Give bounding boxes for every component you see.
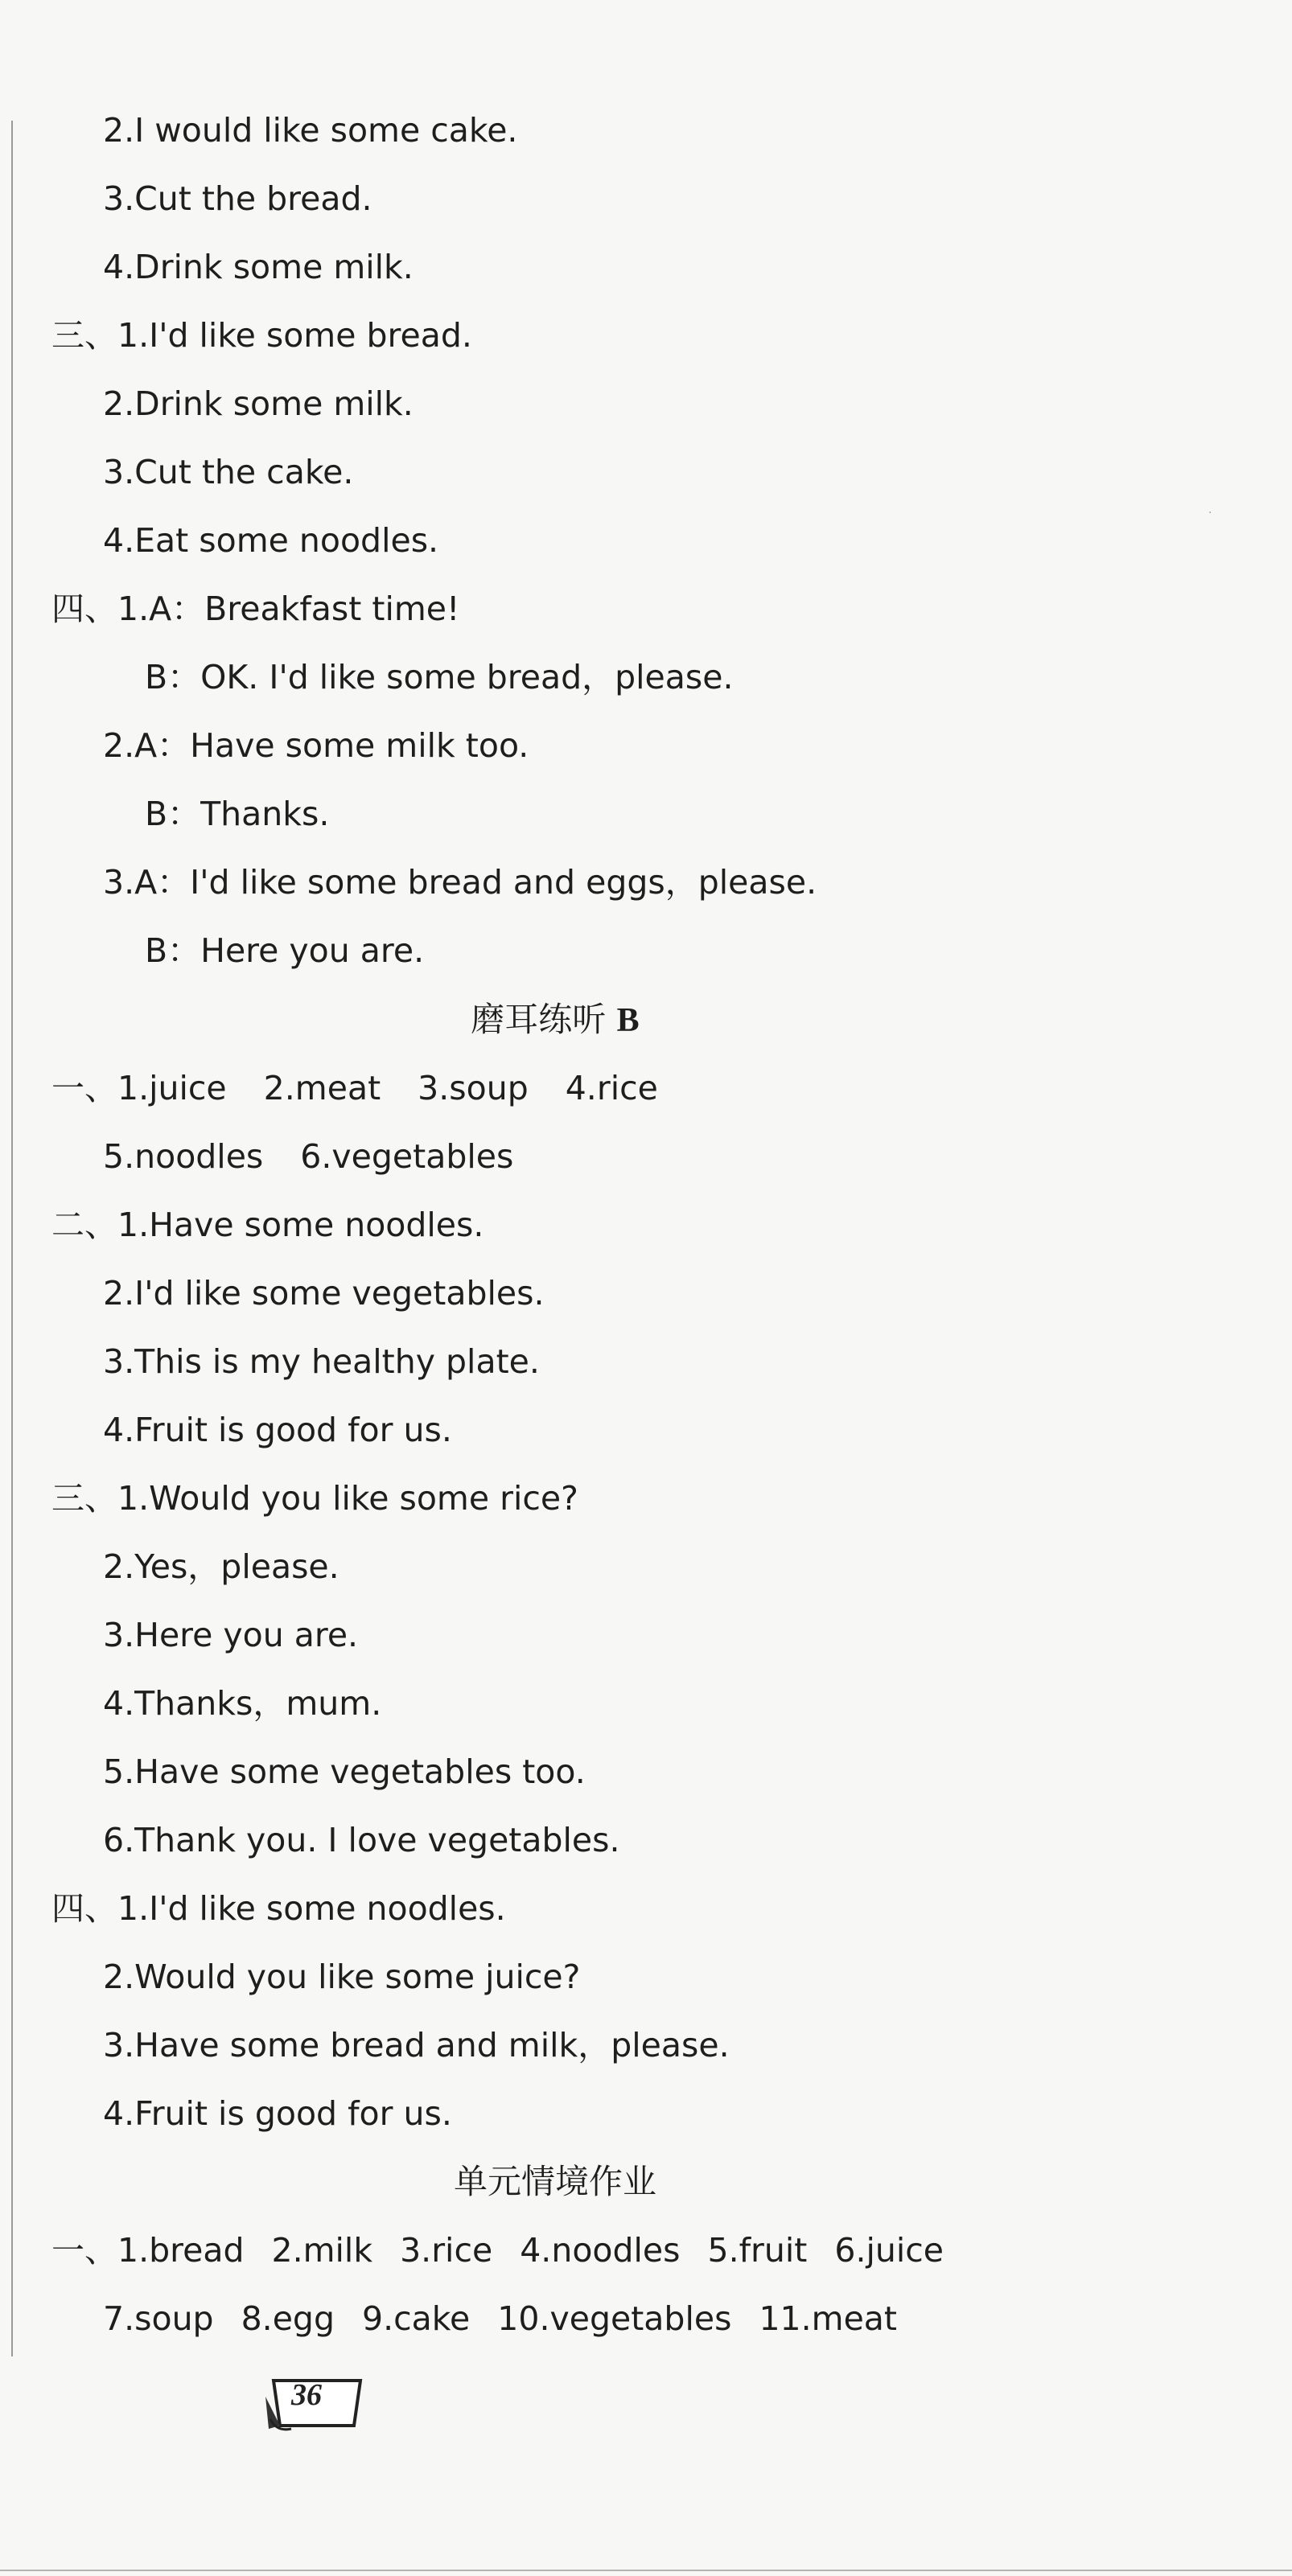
answer-line: 2.I'd like some vegetables. xyxy=(103,1274,545,1313)
answer-line: 6.Thank you. I love vegetables. xyxy=(103,1821,620,1859)
answer-item: 1.bread xyxy=(117,2231,245,2270)
section-marker: 二、 xyxy=(51,1206,117,1244)
answer-line: 4.Thanks，mum. xyxy=(103,1684,382,1723)
answer-item: 6.vegetables xyxy=(300,1137,514,1176)
answer-item: 2.milk xyxy=(271,2231,373,2270)
answer-line: 3.Have some bread and milk，please. xyxy=(103,2026,730,2064)
bottom-rule xyxy=(0,2570,1292,2571)
answer-item: 4.noodles xyxy=(520,2231,681,2270)
answer-item: 2.meat xyxy=(263,1069,381,1107)
answer-line: 4.Fruit is good for us. xyxy=(103,1411,452,1449)
answer-line: 2.A：Have some milk too. xyxy=(103,726,529,765)
answer-line: 4.Fruit is good for us. xyxy=(103,2094,452,2133)
answer-line xyxy=(51,1205,483,1245)
section-marker: 四、 xyxy=(51,1889,117,1928)
answer-line xyxy=(51,1068,658,1108)
answer-line: 4.Eat some noodles. xyxy=(103,521,439,560)
answer-line: 4.Drink some milk. xyxy=(103,248,414,286)
answer-item: 10.vegetables xyxy=(497,2299,732,2338)
answer-line: 3.Here you are. xyxy=(103,1616,359,1654)
answer-line: 3.Cut the bread. xyxy=(103,179,372,218)
answer-text: 1.A：Breakfast time! xyxy=(117,590,460,628)
answer-line: 3.Cut the cake. xyxy=(103,453,354,491)
answer-item: 6.juice xyxy=(834,2231,944,2270)
section-heading xyxy=(0,1000,1110,1041)
answer-item: 5.noodles xyxy=(103,1137,264,1176)
section-marker: 三、 xyxy=(51,1479,117,1518)
answer-item: 3.soup xyxy=(418,1069,529,1107)
answer-line xyxy=(103,1136,513,1177)
answer-line: 3.This is my healthy plate. xyxy=(103,1342,540,1381)
answer-item: 11.meat xyxy=(759,2299,898,2338)
section-marker: 一、 xyxy=(51,1069,117,1107)
answer-item: 8.egg xyxy=(241,2299,335,2338)
answer-line xyxy=(51,315,472,355)
answer-item: 1.juice xyxy=(117,1069,227,1107)
answer-line xyxy=(51,1888,506,1929)
answer-line xyxy=(51,2230,944,2270)
dialogue-reply: B：Thanks. xyxy=(145,795,330,833)
heading-letter: B xyxy=(616,1002,640,1039)
section-marker: 三、 xyxy=(51,316,117,355)
answer-text: 1.I'd like some noodles. xyxy=(117,1889,506,1928)
answer-line: 2.I would like some cake. xyxy=(103,111,518,150)
answer-line: 2.Yes，please. xyxy=(103,1547,339,1586)
answer-item: 9.cake xyxy=(361,2299,471,2338)
answer-line: 3.A：I'd like some bread and eggs，please. xyxy=(103,863,817,902)
answer-line xyxy=(51,589,459,629)
answer-item: 7.soup xyxy=(103,2299,214,2338)
answer-line: 5.Have some vegetables too. xyxy=(103,1752,586,1791)
answer-line xyxy=(51,1478,578,1518)
answer-line: 2.Would you like some juice? xyxy=(103,1958,581,1996)
left-margin-rule xyxy=(11,121,13,2356)
answer-text: 1.Would you like some rice? xyxy=(117,1479,578,1518)
page-number-badge xyxy=(259,2373,368,2434)
answer-item: 5.fruit xyxy=(707,2231,808,2270)
dialogue-reply: B：OK. I'd like some bread，please. xyxy=(145,658,734,696)
answer-item: 3.rice xyxy=(400,2231,493,2270)
section-heading: 单元情境作业 xyxy=(453,2162,656,2201)
heading-text: 磨耳练听 xyxy=(471,1000,607,1039)
answer-text: 1.I'd like some bread. xyxy=(117,316,472,355)
answer-text: 1.Have some noodles. xyxy=(117,1206,484,1244)
dialogue-reply: B：Here you are. xyxy=(145,931,425,970)
answer-item: 4.rice xyxy=(565,1069,658,1107)
answer-line xyxy=(103,2299,897,2339)
scan-speck: · xyxy=(1208,507,1212,520)
section-marker: 一、 xyxy=(51,2231,117,2270)
section-marker: 四、 xyxy=(51,590,117,628)
page-number: 36 xyxy=(291,2378,322,2412)
answer-line: 2.Drink some milk. xyxy=(103,384,414,423)
